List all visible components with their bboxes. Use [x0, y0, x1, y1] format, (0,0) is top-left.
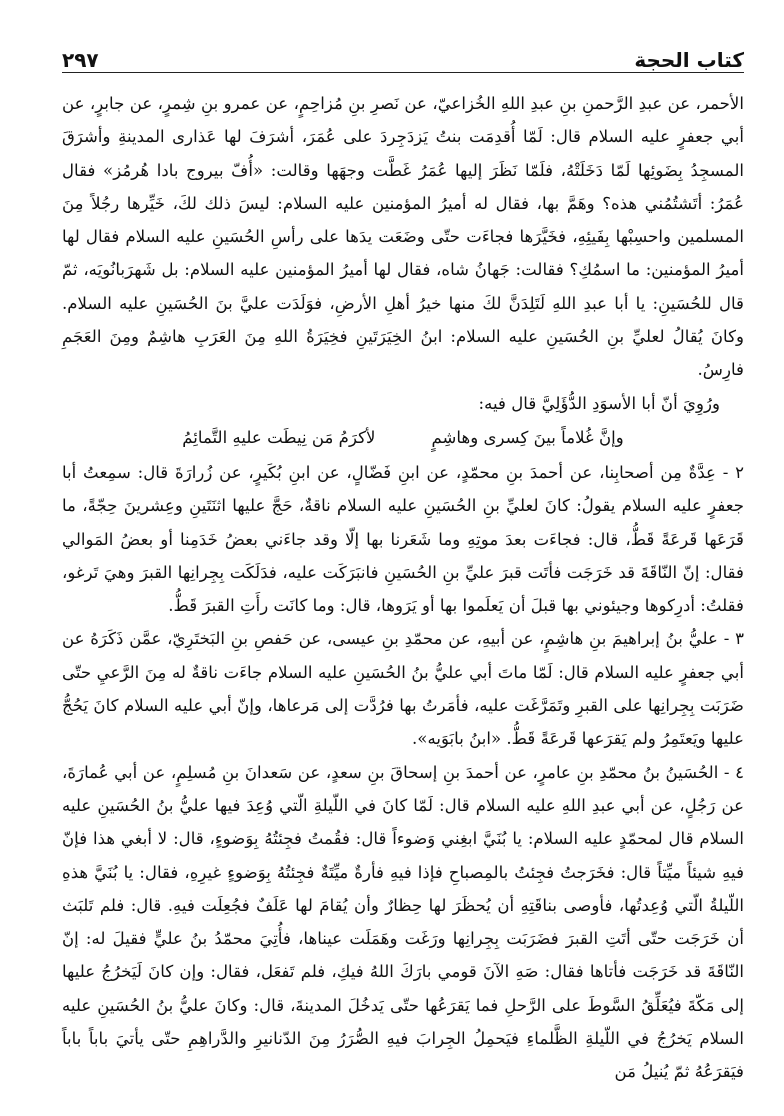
book-title: كتاب الحجة: [634, 48, 744, 72]
hadith-4: ٤ - الحُسَينُ بنُ محمّدِ بنِ عامرٍ، عن أحمدَ بنِ إسحاقَ بنِ سعدٍ، عن سَعدانَ بنِ مُسلِمٍ، عن أبي عُمارَةَ، عن رَجُلٍ، عن أبي عبدِ اللهِ عليه السلام قال: لَمّا كانَ في اللّيلةِ الّتي وُعِدَ فيها عليُّ بنُ الحُسَينِ عليه السلام قال لمحمّدٍ عليه السلام: يا بُنَيَّ ابغِني وَضوءاً قال: فقُمتُ فجِئتُهُ بِوَضوءٍ، قال: لا أبغي هذا فإنّ فيهِ شيئاً ميِّتاً قال: فخَرَجتُ فجِئتُ بالمِصباحِ فإذا فيهِ فأرةٌ ميِّتَةٌ فجِئتُهُ بِوَضوءٍ غيرِهِ، فقال: يا بُنَيَّ هذهِ اللّيلةُ الّتي وُعِدتُها، فأوصى بناقَتِهِ أن يُحظَرَ لها حِظارٌ وأن يُقامَ لها عَلَفٌ فجُعِلَت فيهِ. قال: فلم تَلبَث أن خَرَجَت حتّى أتَتِ القبرَ فضَرَبَت بِجِرانِها ورَغَت وهَمَلَت عيناها، فأُتِيَ محمّدُ بنُ عليٍّ فقيلَ له: إنّ النّاقَةَ قد خَرَجَت فأتاها فقال: صَهِ الآنَ قومي بارَكَ اللهُ فيكِ، فلم تَفعَل، فقال: وإن كانَ لَيَخرُجُ عليها إلى مَكّةَ فيُعَلِّقُ السَّوطَ على الرَّحلِ فما يَقرَعُها حتّى يَدخُلَ المدينةَ، قال: وكانَ عليُّ بنُ الحُسَينِ عليه السلام يَخرُجُ في اللّيلةِ الظَّلماءِ فيَحمِلُ الجِرابَ فيهِ الصُّرَرُ مِنَ الدّنانيرِ والدَّراهِمِ حتّى يأتيَ باباً باباً فيَقرَعُهُ ثمّ يُنيلُ مَن: [62, 762, 744, 1082]
verse-second-hemistich: لأكرَمُ مَن نِيطَت عليهِ التَّمائِمُ: [182, 427, 376, 447]
hadith-3: ٣ - عليُّ بنُ إبراهيمَ بنِ هاشِمٍ، عن أبيهِ، عن محمّدِ بنِ عيسى، عن حَفصِ بنِ البَختَرِيّ، عمَّن ذَكَرَهُ عن أبي جعفرٍ عليه السلام قال: لَمّا ماتَ أبي عليُّ بنُ الحُسَينِ عليه السلام جاءَت ناقةٌ له مِنَ الرَّعيِ حتّى ضَرَبَت بِجِرانِها على القبرِ وتَمَرَّغَت عليه، فأمَرتُ بها فرُدَّت إلى مَرعاها، وإنّ أبي عليه السلام كانَ يَحُجُّ عليها ويَعتَمِرُ ولم يَقرَعها قَرعَةً قَطُّ. «ابنُ بابَوَيه».: [62, 629, 744, 749]
poetry-verse: [62, 420, 744, 456]
paragraph-1: الأحمر، عن عبدِ الرَّحمنِ بنِ عبدِ اللهِ الخُزاعيّ، عن نَصرِ بنِ مُزاحِمٍ، عن عمرو بنِ شِمرٍ، عن جابرٍ، عن أبي جعفرٍ عليه السلام قال: لَمّا أُقدِمَت بنتُ يَزدَجِردَ على عُمَرَ، أشرَفَ لها عَذارى المدينةِ وأشرَقَ المسجِدُ بِضَوئِها لَمّا دَخَلَتْهُ، فلَمّا نَظَرَ إليها عُمَرُ غَطَّت وجهَها وقالت: «أُفّ بيروج بادا هُرمُز» فقال عُمَرُ: أتَشتُمُني هذه؟ وهَمَّ بها، فقال له أميرُ المؤمنين عليه السلام: ليسَ ذلك لكَ، خَيِّرها رجُلاً مِنَ المسلمين واحسِبْها بِفَيئِهِ، فخَيَّرَها فجاءَت حتّى وضَعَت يدَها على رأسِ الحُسَينِ عليه السلام فقال لها أميرُ المؤمنين: ما اسمُكِ؟ فقالت: جَهانُ شاه، فقال لها أميرُ المؤمنين عليه السلام: بل شَهرَبانُويَه، ثمّ قال للحُسَينِ: يا أبا عبدِ اللهِ لَتَلِدَنَّ لكَ منها خيرُ أهلِ الأرضِ، فوَلَدَت عليَّ بنَ الحُسَينِ عليه السلام. وكانَ يُقالُ لعليِّ بنِ الحُسَينِ عليه السلام: ابنُ الخِيَرَتَينِ فخِيَرَةُ اللهِ مِنَ العَرَبِ هاشِمٌ ومِنَ العَجَمِ فارِسُ.: [62, 94, 745, 380]
page-body: [62, 87, 744, 1089]
page-number: ٢٩٧: [62, 48, 99, 72]
verse-intro: ورُوِيَ أنّ أبا الأسوَدِ الدُّؤَلِيَّ قال فيه:: [478, 393, 720, 413]
document-page: [62, 34, 744, 1089]
hadith-2: ٢ - عِدَّةٌ مِن أصحابِنا، عن أحمدَ بنِ محمّدٍ، عن ابنِ فَضّالٍ، عن ابنِ بُكَيرٍ، عن زُرارَةَ قال: سمِعتُ أبا جعفرٍ عليه السلام يقولُ: كانَ لعليِّ بنِ الحُسَينِ عليه السلام ناقةٌ، حَجَّ عليها اثنَتَينِ وعِشرينَ حِجّةً، ما قَرَعَها قَرعَةً قَطُّ، قال: فجاءَت بعدَ موتِهِ وما شَعَرنا بها إلّا وقد جاءَني بعضُ خَدَمِنا أو بعضُ المَوالي فقال: إنّ النّاقَةَ قد خَرَجَت فأتَت قبرَ عليِّ بنِ الحُسَينِ فانبَرَكَت عليه، فدَلَكَت بِجِرانِها القبرَ وهيَ تَرغو، فقلتُ: أدرِكوها وجيئوني بها قبلَ أن يَعلَموا بها أو يَرَوها، قال: وما كانَت رأَتِ القبرَ قَطُّ.: [62, 462, 744, 616]
verse-first-hemistich: وإنَّ غُلاماً بينَ كِسرى وهاشِمٍ: [431, 427, 624, 447]
page-header: [62, 34, 744, 73]
